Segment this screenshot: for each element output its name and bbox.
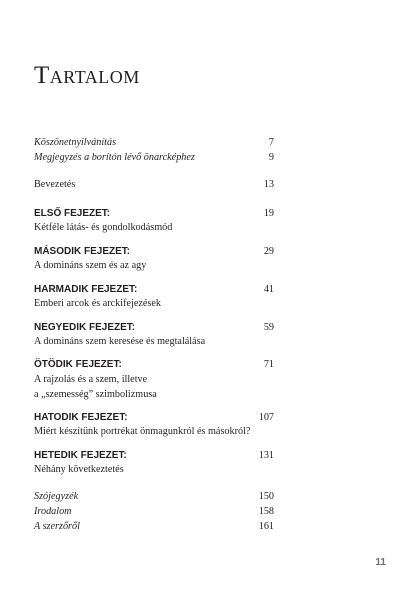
chapter-heading: HATODIK FEJEZET: bbox=[34, 412, 128, 423]
chapter-heading: HETEDIK FEJEZET: bbox=[34, 450, 127, 461]
toc-entry-glossary bbox=[34, 490, 274, 504]
toc-entry-bibliography bbox=[34, 505, 274, 519]
toc-entry-page: 131 bbox=[258, 450, 274, 461]
toc-entry-page: 158 bbox=[258, 506, 274, 517]
toc-chapter-1 bbox=[34, 207, 274, 221]
chapter-title-line: Kétféle látás- és gondolkodásmód bbox=[34, 222, 173, 233]
chapter-title-line: a „szemesség” szimbolizmusa bbox=[34, 389, 157, 400]
chapter-title bbox=[34, 259, 274, 273]
chapter-title bbox=[34, 463, 274, 477]
chapter-title-line: A rajzolás és a szem, illetve bbox=[34, 374, 148, 385]
page-number: 11 bbox=[375, 557, 386, 568]
toc-entry-page: 29 bbox=[263, 246, 274, 257]
chapter-heading: NEGYEDIK FEJEZET: bbox=[34, 322, 136, 333]
toc-entry-cover-note bbox=[34, 151, 274, 165]
toc-chapter-3 bbox=[34, 283, 274, 297]
toc-chapter-4 bbox=[34, 321, 274, 335]
chapter-title bbox=[34, 221, 274, 235]
chapter-title bbox=[34, 425, 274, 439]
chapter-title bbox=[34, 373, 274, 387]
chapter-title-line: Miért készítünk portrékat önmagunkról és másokról? bbox=[34, 426, 251, 437]
chapter-title-line: A domináns szem és az agy bbox=[34, 260, 147, 271]
toc-entry-page: 161 bbox=[258, 521, 274, 532]
chapter-heading: MÁSODIK FEJEZET: bbox=[34, 246, 131, 257]
page-title: Tartalom bbox=[34, 62, 140, 89]
chapter-title-line: Néhány következtetés bbox=[34, 464, 124, 475]
toc-entry-page: 107 bbox=[258, 412, 274, 423]
chapter-title bbox=[34, 388, 274, 402]
chapter-title bbox=[34, 335, 274, 349]
toc-chapter-7 bbox=[34, 449, 274, 463]
chapter-heading: HARMADIK FEJEZET: bbox=[34, 284, 138, 295]
chapter-title-line: Emberi arcok és arckifejezések bbox=[34, 298, 161, 309]
chapter-title-line: A domináns szem keresése és megtalálása bbox=[34, 336, 206, 347]
toc-entry-page: 9 bbox=[268, 152, 274, 163]
toc-entry-page: 7 bbox=[268, 137, 274, 148]
chapter-title bbox=[34, 297, 274, 311]
toc-chapter-6 bbox=[34, 411, 274, 425]
toc-entry-page: 59 bbox=[263, 322, 274, 333]
toc-entry-about-author bbox=[34, 520, 274, 534]
toc-chapter-2 bbox=[34, 245, 274, 259]
chapter-heading: ÖTÖDIK FEJEZET: bbox=[34, 359, 122, 370]
toc-entry-label: Irodalom bbox=[34, 506, 72, 517]
toc-entry-page: 71 bbox=[263, 359, 274, 370]
toc-entry-label: Szójegyzék bbox=[34, 491, 79, 502]
toc-entry-acknowledgements bbox=[34, 136, 274, 150]
toc-entry-label: A szerzőről bbox=[34, 521, 80, 532]
toc-entry-label: Bevezetés bbox=[34, 179, 76, 190]
toc-entry-label: Köszönetnyilvánítás bbox=[34, 137, 117, 148]
toc-entry-introduction bbox=[34, 178, 274, 192]
toc-entry-page: 41 bbox=[263, 284, 274, 295]
chapter-heading: ELSŐ FEJEZET: bbox=[34, 208, 111, 219]
toc-entry-page: 19 bbox=[263, 208, 274, 219]
toc-entry-page: 150 bbox=[258, 491, 274, 502]
toc-entry-label: Megjegyzés a borítón lévő önarcképhez bbox=[34, 152, 195, 163]
toc-entry-page: 13 bbox=[263, 179, 274, 190]
toc-chapter-5 bbox=[34, 358, 274, 372]
